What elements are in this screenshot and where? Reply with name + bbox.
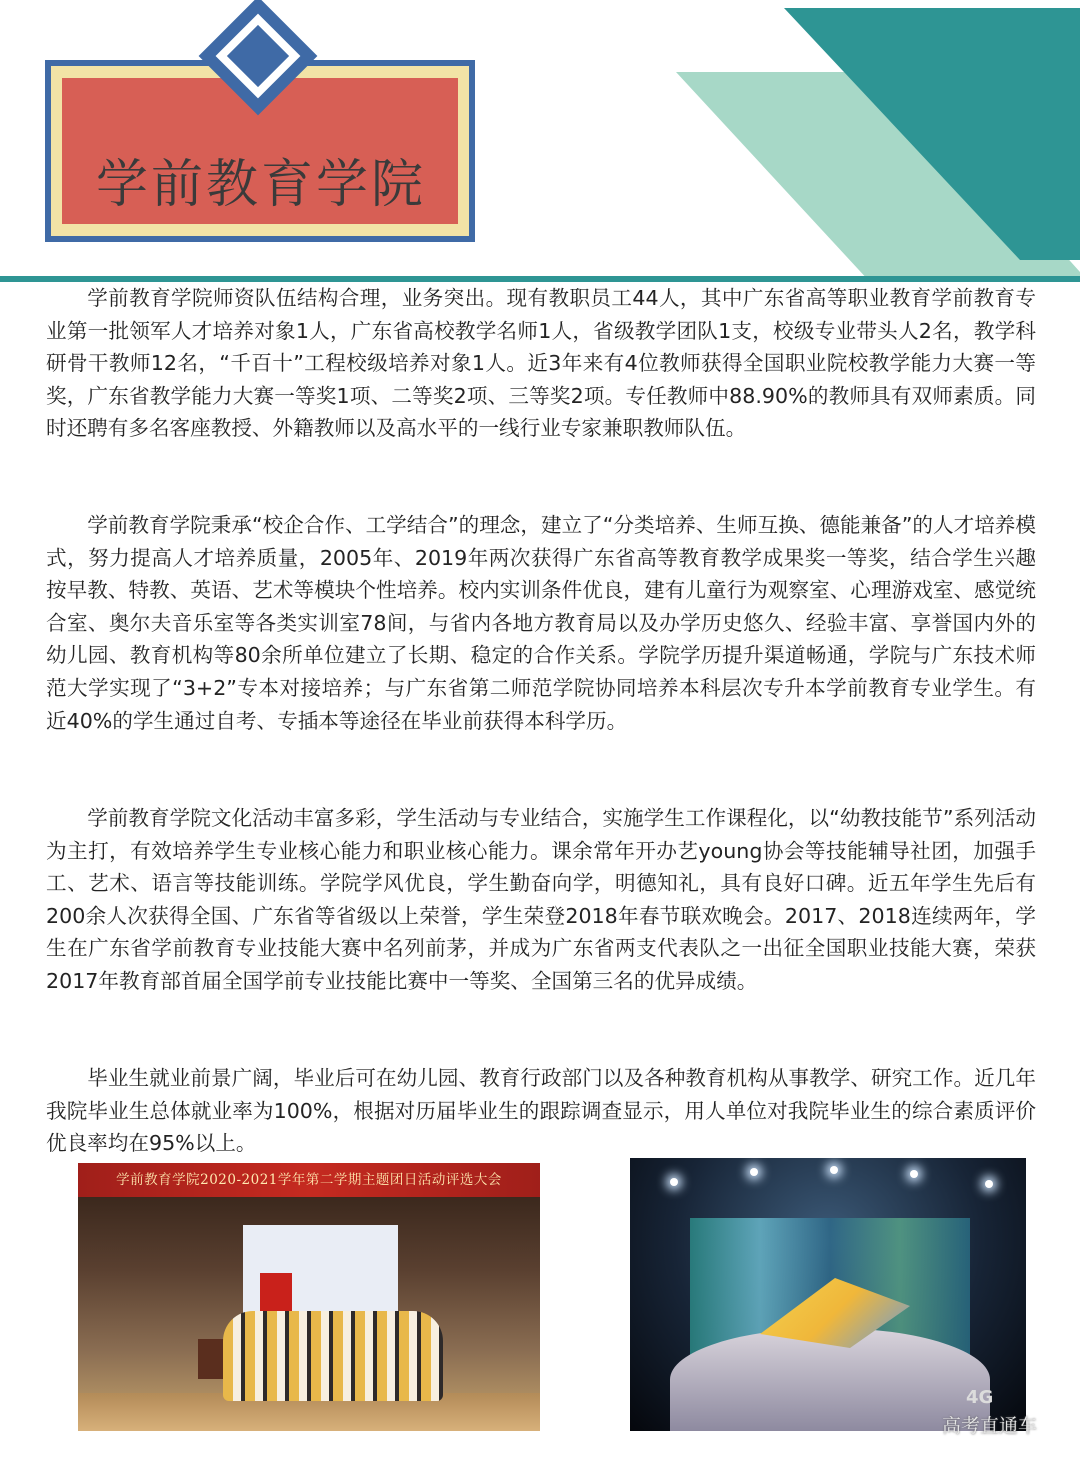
- stage-light: [985, 1180, 993, 1188]
- stage-light: [910, 1170, 918, 1178]
- stage-light: [830, 1166, 838, 1174]
- paragraph-employment: 毕业生就业前景广阔，毕业后可在幼儿园、教育行政部门以及各种教育机构从事教学、研究工作。近几年我院毕业生总体就业率为100%，根据对历届毕业生的跟踪调查显示，用人单位对我院毕业生的综合素质评价优良率均在95%以上。: [46, 1066, 1036, 1156]
- watermark-text: 高考直通车: [942, 1415, 1038, 1437]
- student-group: [223, 1311, 443, 1401]
- stage-light: [750, 1168, 758, 1176]
- red-flag: [260, 1273, 292, 1313]
- watermark-logo-icon: 4G: [966, 1387, 994, 1408]
- event-banner: 学前教育学院2020-2021学年第二学期主题团日活动评选大会: [78, 1163, 540, 1197]
- paragraph-faculty: 学前教育学院师资队伍结构合理，业务突出。现有教职员工44人，其中广东省高等职业教育学前教育专业第一批领军人才培养对象1人，广东省高校教学名师1人，省级教学团队1支，校级专业带头人2名，教学科研骨干教师12名，“千百十”工程校级培养对象1人。近3年来有4位教师获得全国职业院校教学能力大赛一等奖，广东省教学能力大赛一等奖1项、二等奖2项、三等奖2项。专任教师中88.90%的教师具有双师素质。同时还聘有多名客座教授、外籍教师以及高水平的一线行业专家兼职教师队伍。: [46, 286, 1036, 441]
- paragraph-activities: 学前教育学院文化活动丰富多彩，学生活动与专业结合，实施学生工作课程化，以“幼教技能节”系列活动为主打，有效培养学生专业核心能力和职业核心能力。课余常年开办艺young协会等技能辅导社团，加强手工、艺术、语言等技能训练。学院学风优良，学生勤奋向学，明德知礼，具有良好口碑。近五年学生先后有200余人次获得全国、广东省等省级以上荣誉，学生荣登2018年春节联欢晚会。2017、2018连续两年，学生在广东省学前教育专业技能大赛中名列前茅，并成为广东省两支代表队之一出征全国职业技能大赛，荣获2017年教育部首届全国学前专业技能比赛中一等奖、全国第三名的优异成绩。: [46, 806, 1036, 993]
- group-photo: [78, 1163, 540, 1431]
- paragraph-training: 学前教育学院秉承“校企合作、工学结合”的理念，建立了“分类培养、生师互换、德能兼备”的人才培养模式，努力提高人才培养质量，2005年、2019年两次获得广东省高等教育教学成果奖一等奖，结合学生兴趣按早教、特教、英语、艺术等模块个性培养。校内实训条件优良，建有儿童行为观察室、心理游戏室、感觉统合室、奥尔夫音乐室等各类实训室78间，与省内各地方教育局以及办学历史悠久、经验丰富、享誉国内外的幼儿园、教育机构等80余所单位建立了长期、稳定的合作关系。学院学历提升渠道畅通，学院与广东技术师范大学实现了“3+2”专本对接培养；与广东省第二师范学院协同培养本科层次专升本学前教育专业学生。有近40%的学生通过自考、专插本等途径在毕业前获得本科学历。: [46, 513, 1036, 733]
- stage-light: [670, 1178, 678, 1186]
- page-title: 学前教育学院: [96, 154, 427, 215]
